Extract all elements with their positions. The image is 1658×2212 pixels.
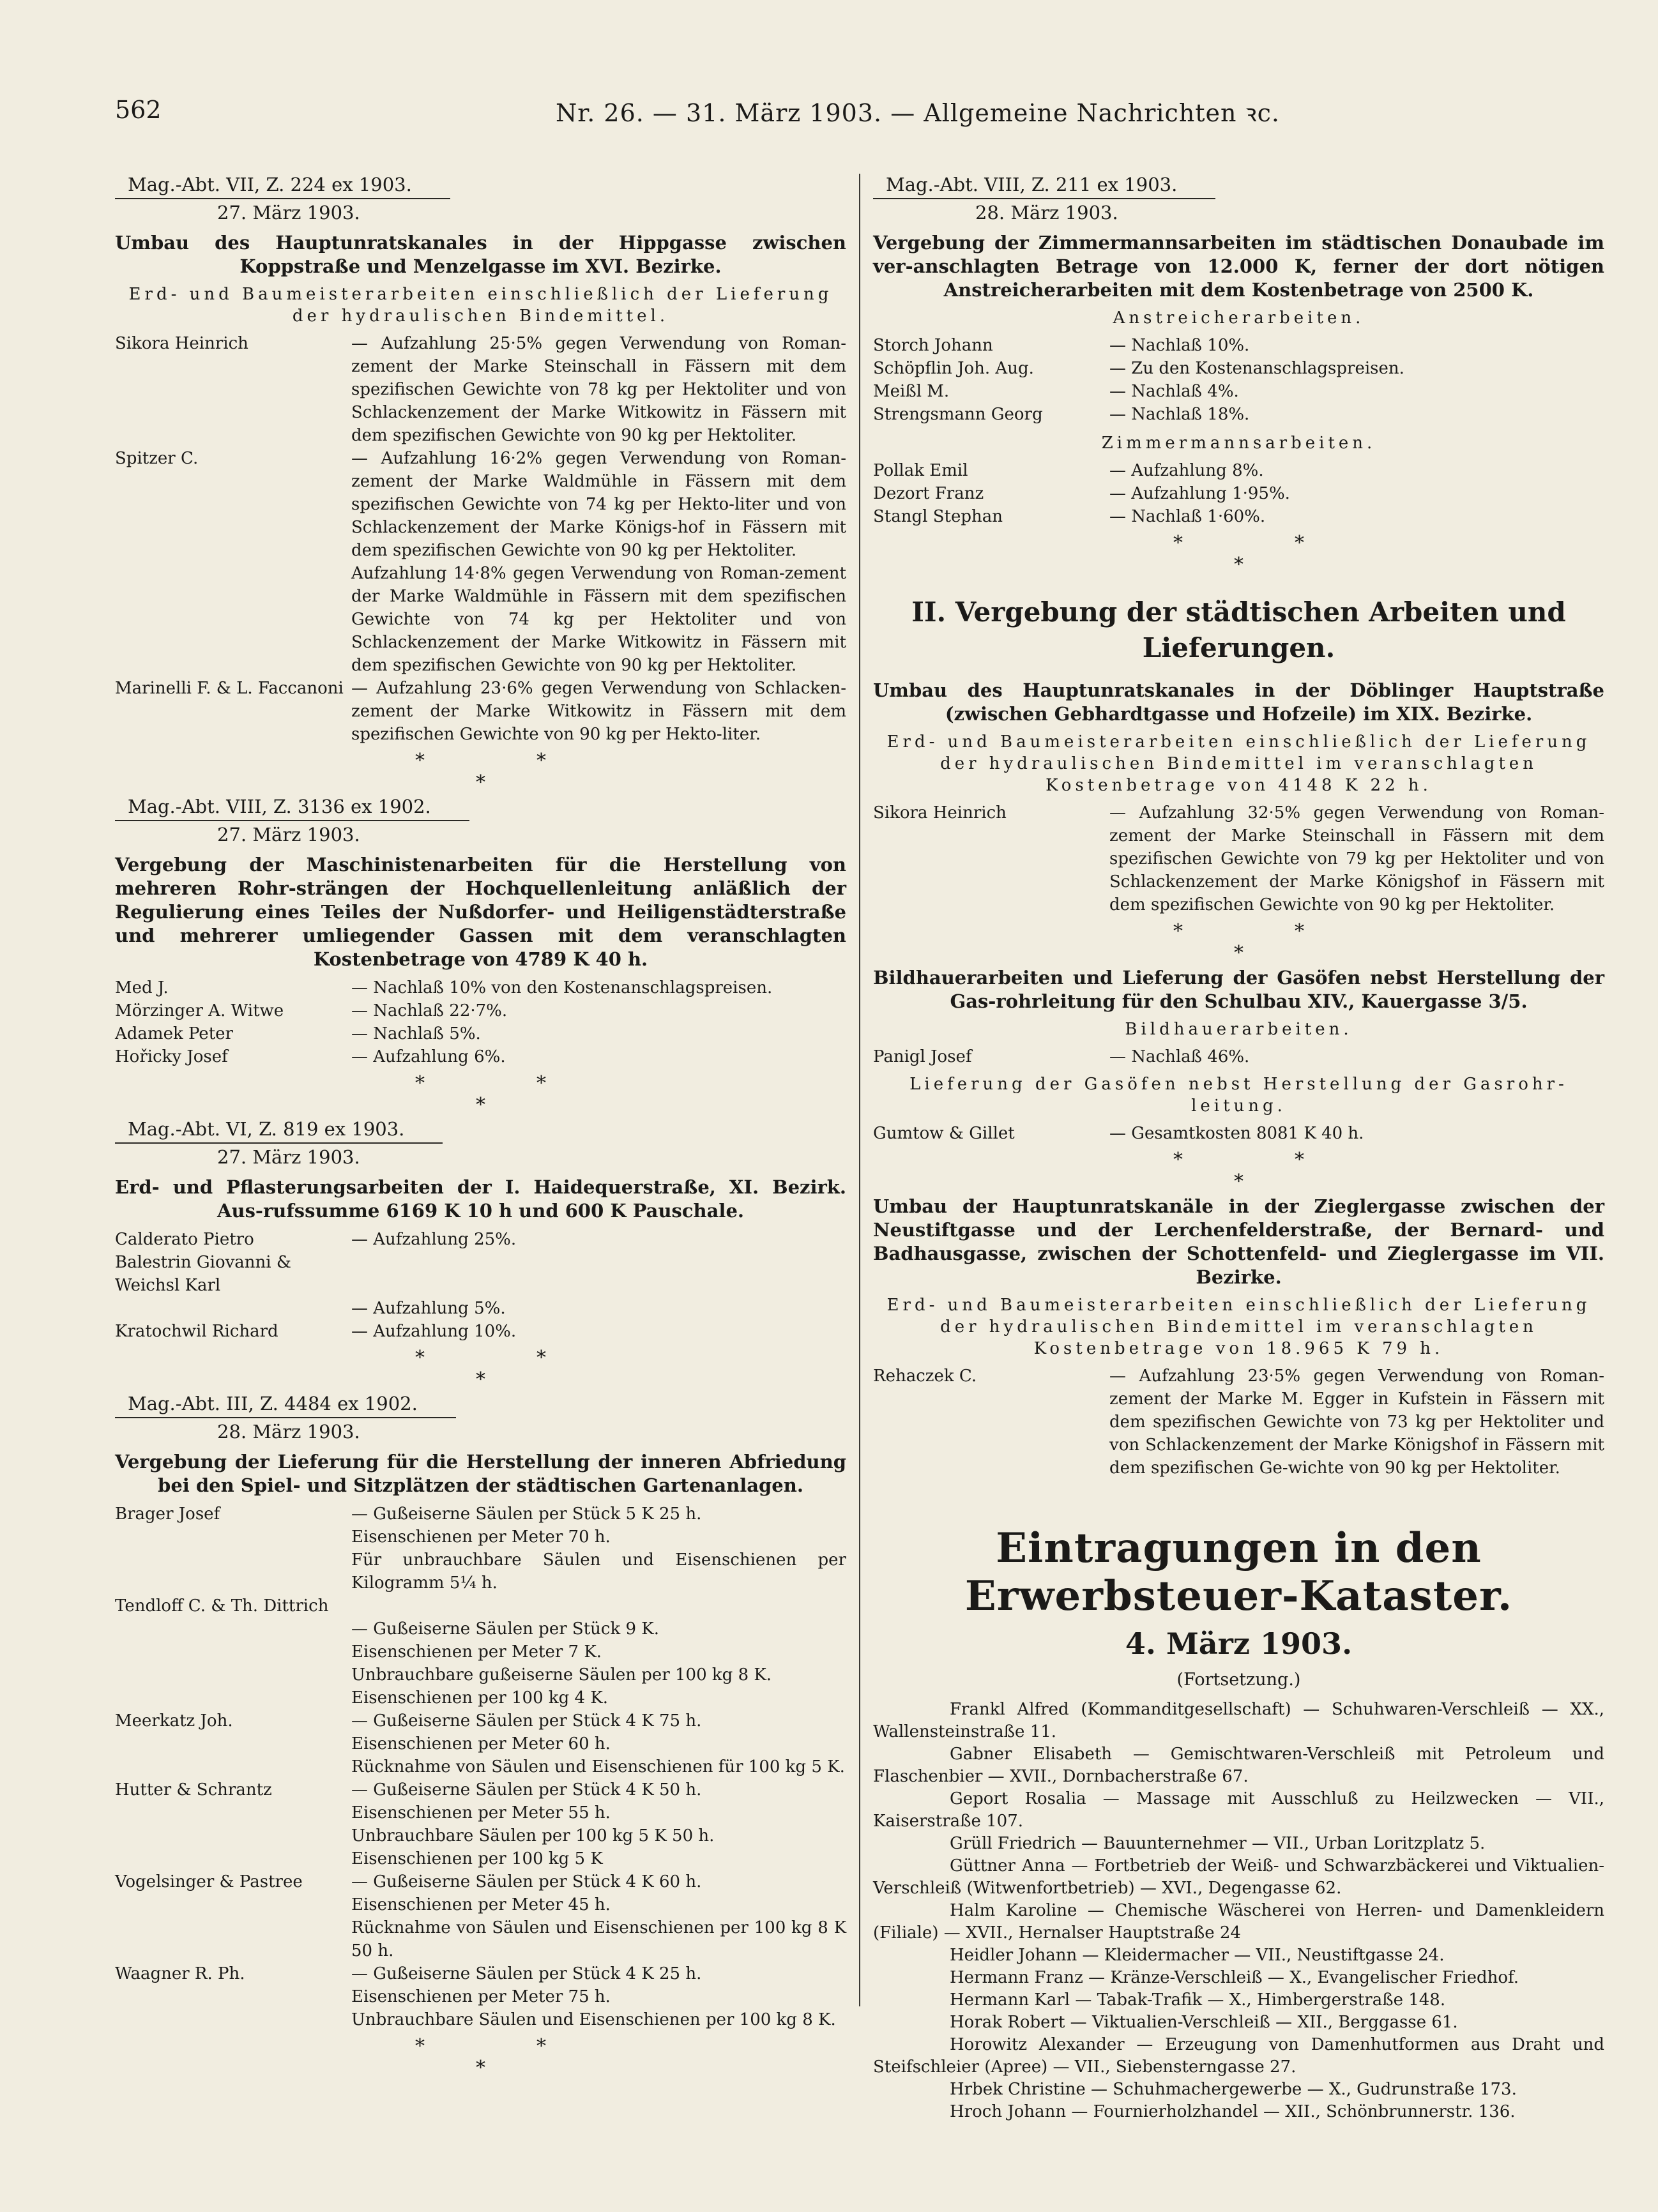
entry-row [115,1824,846,1847]
entry-text: — Gußeiserne Säulen per Stück 4 K 75 h. [351,1711,702,1731]
entry-name [115,1801,351,1824]
entry-row [873,357,1604,380]
entry-row [873,1122,1604,1145]
date-line: 27. März 1903. [217,824,360,845]
entry-text: — Aufzahlung 32·5% gegen Verwendung von Roman-zement der Marke Steinschall in Fässern mit dem spezifischen Gewichte von 79 kg per Hektoliter und von Schlackenzement der Marke Königshof in Fässern mit dem spezifischen Gewichte von 90 kg per Hektoliter. [1109,803,1604,914]
entry-row [115,1801,846,1824]
entry-text: Eisenschienen per 100 kg 5 K [351,1849,603,1868]
date-line: 28. März 1903. [217,1421,360,1443]
section-heading: Vergebung der Lieferung für die Herstellung der inneren Abfriedung bei den Spiel- und Sitzplätzen der städtischen Gartenanlagen. [115,1451,846,1496]
kataster-list [873,1699,1604,2123]
entry-name: Vogelsinger & Pastree [115,1872,303,1891]
entry-text: — Aufzahlung 23·6% gegen Verwendung von Schlacken-zement der Marke Witkowitz in Fässern mit dem spezifischen Gewichte von 90 kg per Hekto-liter. [351,679,846,744]
entry-name [115,1985,351,2008]
entry-name [115,1297,351,1320]
section-heading: Erd- und Pflasterungsarbeiten der I. Haidequerstraße, XI. Bezirk. Aus-rufssumme 6169 K 10 h und 600 K Pauschale. [115,1176,846,1222]
separator-stars: * * * [415,1072,546,1116]
section-heading: Umbau des Hauptunratskanales in der Hippgasse zwischen Koppstraße und Menzelgasse im XVI. Bezirke. [115,232,846,277]
entry-row [115,1526,846,1549]
separator-stars: * * * [415,2035,546,2079]
entry-name: Spitzer C. [115,449,199,468]
entry-list [873,459,1604,528]
entry-row [115,1985,846,2008]
entry-name [115,2008,351,2031]
entry-text: — Nachlaß 22·7%. [351,1001,508,1020]
entry-text: — Nachlaß 18%. [1109,405,1250,424]
entry-text: — Aufzahlung 25·5% gegen Verwendung von Roman-zement der Marke Steinschall in Fässern mit dem spezifischen Gewichte von 78 kg per Hektoliter und von Schlackenzement der Marke Witkowitz in Fässern mit dem spezifischen Gewichte von 90 kg per Hektoliter. [351,334,846,445]
entry-list [873,1045,1604,1068]
date-line: 27. März 1903. [217,202,360,223]
entry-text: — Aufzahlung 5%. [351,1299,506,1318]
entry-name [115,562,351,677]
entry-text: Aufzahlung 14·8% gegen Verwendung von Roman-zement der Marke Waldmühle in Fässern mit dem spezifischen Gewichte von 74 kg per Hektoliter und von Schlackenzement der Marke Witkowitz in Fässern mit dem spezifischen Gewichte von 90 kg per Hektoliter. [351,564,846,675]
left-column [115,174,846,2081]
entry-name: Stangl Stephan [873,507,1003,526]
section-heading: Umbau des Hauptunratskanales in der Döblinger Hauptstraße (zwischen Gebhardtgasse und Hofzeile) im XIX. Bezirke. [873,679,1604,725]
entry-row [115,1045,846,1068]
kataster-date: 4. März 1903. [1125,1626,1353,1661]
entry-row [873,482,1604,505]
entry-row [873,505,1604,528]
kataster-entry: Horowitz Alexander — Erzeugung von Damenhutformen aus Draht und Steifschleier (Apree) — VII., Siebensterngasse 27. [873,2035,1604,2077]
entry-row [115,1617,846,1640]
sub-heading: Erd- und Baumeisterarbeiten einschließlich der Lieferung der hydraulischen Bindemittel. [128,285,833,326]
entry-text: — Gesamtkosten 8081 K 40 h. [1109,1124,1364,1143]
separator-stars: * * * [1173,920,1304,964]
entry-text: Eisenschienen per Meter 75 h. [351,1987,611,2006]
separator-stars: * * * [415,750,546,794]
entry-name: Kratochwil Richard [115,1322,278,1341]
entry-name: Sikora Heinrich [115,334,248,353]
entry-row [115,1228,846,1251]
kataster-entry: Geport Rosalia — Massage mit Ausschluß zu Heilzwecken — VII., Kaiserstraße 107. [873,1789,1604,1831]
entry-name: Dezort Franz [873,484,984,503]
entry-text: Eisenschienen per Meter 70 h. [351,1527,611,1547]
entry-row [115,1022,846,1045]
entry-row [115,1663,846,1686]
entry-text: — Aufzahlung 25%. [351,1230,517,1249]
running-title: Nr. 26. — 31. März 1903. — Allgemeine Nachrichten ꝛc. [556,99,1280,127]
kataster-entry: Gabner Elisabeth — Gemischtwaren-Verschleiß mit Petroleum und Flaschenbier — XVII., Dornbacherstraße 67. [873,1745,1604,1786]
entry-row [115,1297,846,1320]
entry-name [115,1732,351,1755]
reference-line: Mag.-Abt. VIII, Z. 211 ex 1903. [873,174,1215,199]
entry-row [873,334,1604,357]
entry-name: Waagner R. Ph. [115,1964,245,1983]
entry-name [115,1893,351,1916]
entry-row [115,1595,846,1617]
entry-row [115,1732,846,1755]
entry-list [873,801,1604,916]
entry-text: — Aufzahlung 23·5% gegen Verwendung von Roman-zement der Marke M. Egger in Kufstein in Fässern mit dem spezifischen Gewichte von 73 kg per Hektoliter und von Schlackenzement der Marke Königshof in Fässern mit dem spezifischen Ge-wichte von 90 kg per Hektoliter. [1109,1367,1604,1478]
entry-text: — Aufzahlung 6%. [351,1047,506,1066]
entry-name: Balestrin Giovanni & Weichsl Karl [115,1253,291,1295]
entry-text: Eisenschienen per Meter 7 K. [351,1642,602,1662]
entry-row [115,2008,846,2031]
reference-line: Mag.-Abt. VI, Z. 819 ex 1903. [115,1118,443,1144]
entry-name: Pollak Emil [873,461,968,480]
kataster-entry: Halm Karoline — Chemische Wäscherei von Herren- und Damenkleidern (Filiale) — XVII., Hernalser Hauptstraße 24 [873,1901,1604,1943]
entry-name: Strengsmann Georg [873,405,1043,424]
reference-line: Mag.-Abt. III, Z. 4484 ex 1902. [115,1393,456,1418]
entry-row [115,999,846,1022]
reference-line: Mag.-Abt. VII, Z. 224 ex 1903. [115,174,450,199]
date-line: 27. März 1903. [217,1146,360,1168]
entry-name: Schöpflin Joh. Aug. [873,359,1034,378]
entry-name: Tendloff C. & Th. Dittrich [115,1596,329,1616]
entry-text: — Aufzahlung 8%. [1109,461,1264,480]
entry-text: — Aufzahlung 1·95%. [1109,484,1290,503]
continuation-note: (Fortsetzung.) [1176,1670,1301,1690]
reference-line: Mag.-Abt. VIII, Z. 3136 ex 1902. [115,796,469,821]
sub-heading: Anstreicherarbeiten. [1113,308,1365,328]
entry-text: Für unbrauchbare Säulen und Eisenschienen per Kilogramm 5¼ h. [351,1550,846,1593]
separator-stars: * * * [415,1347,546,1391]
entry-name: Hutter & Schrantz [115,1780,272,1799]
kataster-entry: Hrbek Christine — Schuhmachergewerbe — X., Gudrunstraße 173. [950,2080,1517,2099]
entry-name [115,1640,351,1663]
entry-text: — Zu den Kostenanschlagspreisen. [1109,359,1404,378]
entry-name: Hořicky Josef [115,1047,228,1066]
kataster-entry: Hermann Karl — Tabak-Trafik — X., Himbergerstraße 148. [950,1990,1446,2010]
kataster-entry: Grüll Friedrich — Bauunternehmer — VII., Urban Loritzplatz 5. [950,1834,1486,1853]
entry-name: Adamek Peter [115,1024,233,1043]
right-column [873,174,1604,2123]
kataster-entry: Güttner Anna — Fortbetrieb der Weiß- und Schwarzbäckerei und Viktualien-Verschleiß (Witwenfortbetrieb) — XVI., Degengasse 62. [873,1856,1604,1898]
entry-row [115,677,846,746]
entry-row [115,1870,846,1893]
kataster-entry: Heidler Johann — Kleidermacher — VII., Neustiftgasse 24. [950,1946,1445,1965]
entry-name: Brager Josef [115,1504,220,1524]
entry-row [873,1045,1604,1068]
entry-name [115,1686,351,1709]
column-divider [859,174,860,2006]
entry-name: Mörzinger A. Witwe [115,1001,284,1020]
entry-list [873,334,1604,426]
entry-list [873,1365,1604,1480]
page-header [115,96,1533,132]
entry-name: Meerkatz Joh. [115,1711,233,1731]
entry-name: Meißl M. [873,382,950,401]
kataster-title: Eintragungen in den Erwerbsteuer-Kataster. [964,1524,1513,1620]
entry-row [115,1709,846,1732]
entry-row [115,1755,846,1778]
entry-row [873,801,1604,916]
entry-row [115,1640,846,1663]
entry-row [115,1847,846,1870]
entry-name: Panigl Josef [873,1047,972,1066]
entry-text: — Aufzahlung 16·2% gegen Verwendung von Roman-zement der Marke Waldmühle in Fässern mit dem spezifischen Gewichte von 74 kg per Hekto-liter und von Schlackenzement der Marke Königs-hof in Fässern mit dem spezifischen Gewichte von 90 kg per Hektoliter. [351,449,846,560]
separator-stars: * * * [1173,1149,1304,1193]
entry-row [115,976,846,999]
section-title: II. Vergebung der städtischen Arbeiten und Lieferungen. [911,596,1566,663]
sub-heading: Erd- und Baumeisterarbeiten einschließlich der Lieferung der hydraulischen Bindemittel im veranschlagten Kostenbetrage von 18.965 K 79 h. [886,1296,1591,1358]
entry-name: Rehaczek C. [873,1367,977,1386]
section-heading: Umbau der Hauptunratskanäle in der Zieglergasse zwischen der Neustiftgasse und der Lerchenfelderstraße, der Bernard- und Badhausgasse, zwischen der Schottenfeld- und Zieglergasse im VII. Bezirke. [873,1195,1604,1288]
section-heading: Bildhauerarbeiten und Lieferung der Gasöfen nebst Herstellung der Gas-rohrleitung für den Schulbau XIV., Kauergasse 3/5. [873,967,1604,1012]
entry-text: Rücknahme von Säulen und Eisenschienen für 100 kg 5 K. [351,1757,845,1776]
entry-row [115,1686,846,1709]
entry-text: — Aufzahlung 10%. [351,1322,517,1341]
entry-text: — Nachlaß 5%. [351,1024,481,1043]
entry-row [115,1503,846,1526]
entry-text: — Nachlaß 10%. [1109,336,1250,355]
kataster-entry: Hermann Franz — Kränze-Verschleiß — X., Evangelischer Friedhof. [950,1968,1519,1987]
entry-text: Eisenschienen per 100 kg 4 K. [351,1688,609,1708]
entry-name: Med J. [115,978,169,997]
entry-row [873,459,1604,482]
entry-text: — Gußeiserne Säulen per Stück 9 K. [351,1619,659,1639]
entry-row [115,332,846,447]
entry-name [115,1526,351,1549]
entry-text: — Nachlaß 4%. [1109,382,1239,401]
entry-text: Rücknahme von Säulen und Eisenschienen per 100 kg 8 K 50 h. [351,1918,846,1960]
entry-text [351,1595,846,1617]
entry-name [115,1755,351,1778]
entry-text: — Nachlaß 1·60%. [1109,507,1266,526]
entry-row [873,403,1604,426]
date-line: 28. März 1903. [975,202,1118,223]
entry-text: Unbrauchbare gußeiserne Säulen per 100 kg 8 K. [351,1665,772,1685]
entry-name: Sikora Heinrich [873,803,1007,822]
entry-name [115,1916,351,1962]
entry-text [351,1251,846,1297]
entry-row [873,1365,1604,1480]
entry-row [115,1251,846,1297]
entry-text: — Gußeiserne Säulen per Stück 4 K 60 h. [351,1872,702,1891]
entry-text: Unbrauchbare Säulen und Eisenschienen per 100 kg 8 K. [351,2010,836,2029]
entry-text: Eisenschienen per Meter 55 h. [351,1803,611,1822]
entry-text: Eisenschienen per Meter 45 h. [351,1895,611,1914]
entry-row [115,1549,846,1595]
entry-text: — Nachlaß 10% von den Kostenanschlagspreisen. [351,978,773,997]
entry-text: — Gußeiserne Säulen per Stück 4 K 25 h. [351,1964,702,1983]
entry-row [115,1962,846,1985]
entry-name [115,1847,351,1870]
entry-name [115,1617,351,1640]
section-heading: Vergebung der Maschinistenarbeiten für die Herstellung von mehreren Rohr-strängen der Hochquellenleitung anläßlich der Regulierung eines Teiles der Nußdorfer- und Heiligenstädterstraße und mehrerer umliegender Gassen mit dem veranschlagten Kostenbetrage von 4789 K 40 h. [115,854,846,970]
entry-name: Gumtow & Gillet [873,1124,1015,1143]
sub-heading: Bildhauerarbeiten. [1125,1020,1353,1039]
separator-stars: * * * [1173,532,1304,576]
kataster-entry: Frankl Alfred (Kommanditgesellschaft) — Schuhwaren-Verschleiß — XX., Wallensteinstraße 11. [873,1700,1604,1741]
entry-text: Eisenschienen per Meter 60 h. [351,1734,611,1754]
entry-name: Calderato Pietro [115,1230,254,1249]
entry-text: — Gußeiserne Säulen per Stück 5 K 25 h. [351,1504,702,1524]
entry-text: — Gußeiserne Säulen per Stück 4 K 50 h. [351,1780,702,1799]
page-number: 562 [115,96,162,124]
kataster-entry: Hroch Johann — Fournierholzhandel — XII., Schönbrunnerstr. 136. [950,2102,1516,2121]
entry-text: Unbrauchbare Säulen per 100 kg 5 K 50 h. [351,1826,715,1845]
entry-row [115,562,846,677]
entry-row [115,1893,846,1916]
entry-name [115,1663,351,1686]
kataster-entry: Horak Robert — Viktualien-Verschleiß — XII., Berggasse 61. [950,2013,1458,2032]
entry-list [873,1122,1604,1145]
entry-row [115,1778,846,1801]
sub-heading: Zimmermannsarbeiten. [1101,434,1376,453]
entry-row [115,1320,846,1343]
entry-name: Marinelli F. & L. Faccanoni [115,679,344,698]
section-heading: Vergebung der Zimmermannsarbeiten im städtischen Donaubade im ver-anschlagten Betrage von 12.000 K, ferner der dort nötigen Anstreicherarbeiten mit dem Kostenbetrage von 2500 K. [873,232,1604,301]
entry-name [115,1824,351,1847]
entry-row [873,380,1604,403]
entry-row [115,1916,846,1962]
entry-name: Storch Johann [873,336,993,355]
entry-text: — Nachlaß 46%. [1109,1047,1250,1066]
sub-heading: Lieferung der Gasöfen nebst Herstellung der Gasrohr-leitung. [909,1075,1568,1116]
sub-heading: Erd- und Baumeisterarbeiten einschließlich der Lieferung der hydraulischen Bindemittel im veranschlagten Kostenbetrage von 4148 K 22 h. [886,732,1591,795]
entry-name [115,1549,351,1595]
entry-row [115,447,846,562]
